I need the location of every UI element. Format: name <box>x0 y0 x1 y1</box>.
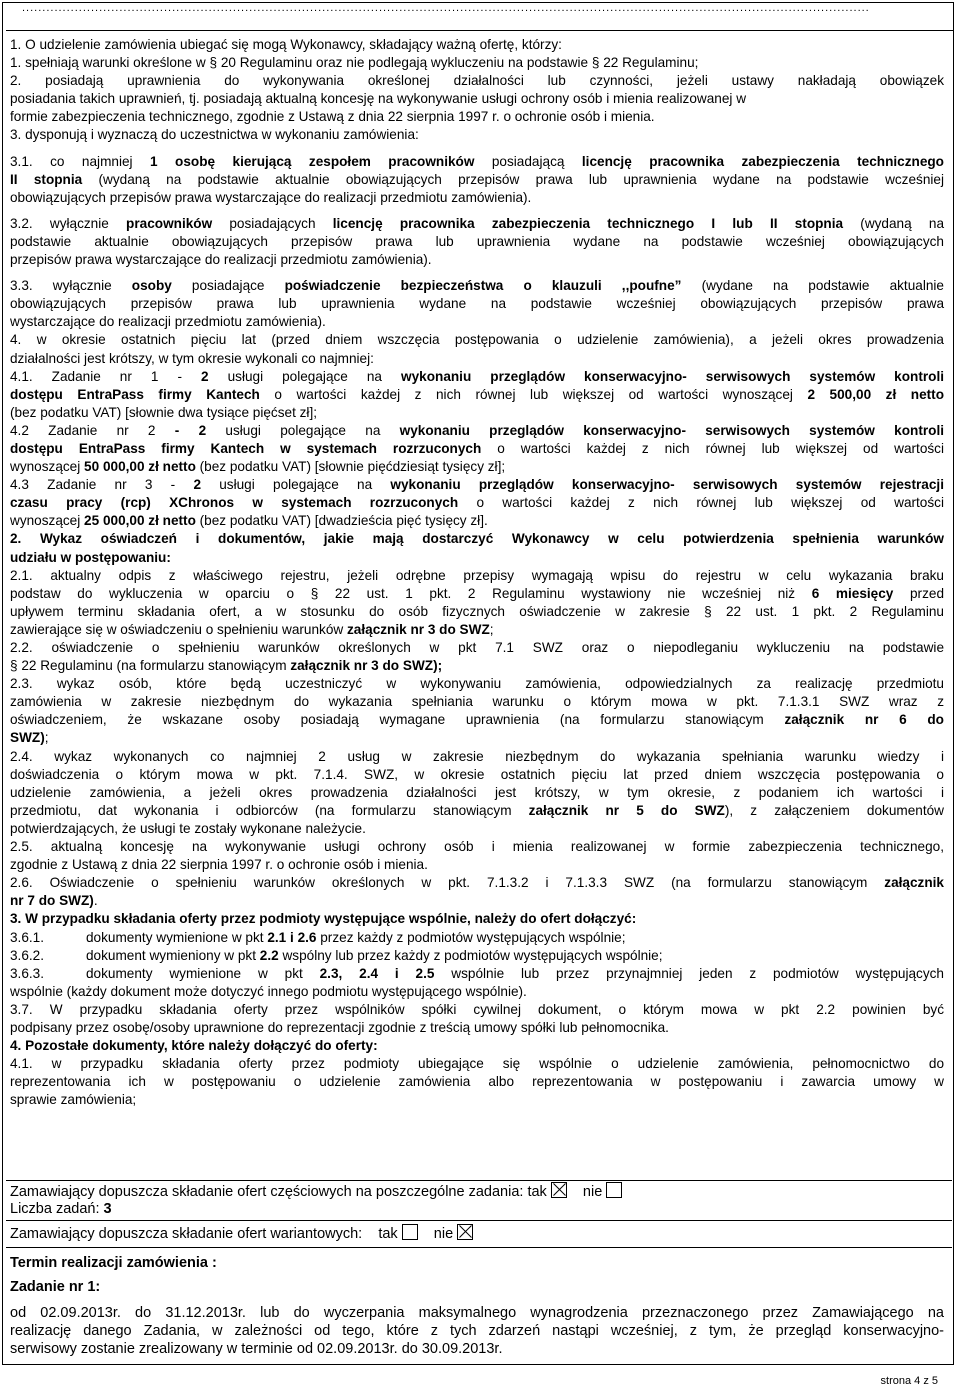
point-2-3-l3: oświadczeniem, że wskazane osoby posiadają wymagane uprawnienia (na formularzu stanowiącym załącznik nr 6 do <box>10 712 944 728</box>
point-2-3-l2: zamówienia w zakresie niezbędnym do wykazania spełniania warunku o którym mowa w pkt. 7.1.3.1 SWZ wraz z <box>10 694 944 710</box>
point-4-1: 4.1. Zadanie nr 1 - 2 usługi polegające na wykonaniu przeglądów konserwacyjno- serwisowych systemów kontroli <box>10 368 945 384</box>
variant-offers-row: Zamawiający dopuszcza składanie ofert wariantowych: tak nie <box>10 1224 473 1243</box>
point-3-3: 3.3. wyłącznie osoby posiadające poświadczenie bezpieczeństwa o klauzuli ,,poufne” (wydane na podstawie aktualnie <box>10 278 944 294</box>
term-line-2: realizację danego Zadania, w zależności od tego, które z tych zdarzeń nastąpi wcześniej, z tym, że przegląd konserwacyjno- <box>10 1323 944 1339</box>
point-3-6-3-l2: wspólnie (każdy dokument może dotyczyć innego podmiotu występującego wspólnie). <box>10 983 527 999</box>
task-count-row: Liczba zadań: 3 <box>10 1201 112 1217</box>
point-4-1-cont: dostępu EntraPass firmy Kantech o wartości każdej z nich równej lub większej od wartości wynoszącej 2 500,00 zł netto <box>10 386 945 402</box>
term-section <box>10 1254 944 1358</box>
point-3-7: 3.7. W przypadku składania oferty przez wspólników spółki cywilnej dokument, o którym mowa w pkt 2.2 powinien być <box>10 1001 944 1017</box>
partial-offers-row: Zamawiający dopuszcza składanie ofert częściowych na poszczególne zadania: tak nie <box>10 1182 622 1201</box>
condition-3: 3. dysponują i wyznaczą do uczestnictwa w wykonaniu zamówienia: <box>10 127 419 143</box>
partial-nie-checkbox[interactable] <box>606 1182 622 1198</box>
partial-tak-checkbox[interactable] <box>551 1182 567 1198</box>
top-divider <box>6 30 954 31</box>
section-2-heading-cont: udziału w postępowaniu: <box>10 549 171 565</box>
point-2-3-l4: SWZ); <box>10 730 49 746</box>
condition-2-cont: posiadania takich uprawnień, tj. posiadają aktualną koncesję na wykonywanie usługi ochrony osób i mienia realizowanej w <box>10 91 747 107</box>
point-4-3: 4.3 Zadanie nr 3 - 2 usługi polegające na wykonaniu przeglądów konserwacyjno- serwisowych systemów rejestracji <box>10 477 944 493</box>
point-4-1b-l2: reprezentowania ich w postępowaniu o udzielenie zamówienia albo reprezentowania w postępowaniu i zawarcia umowy w <box>10 1074 944 1090</box>
point-4-2: 4.2 Zadanie nr 2 - 2 usługi polegające na wykonaniu przeglądów konserwacyjno- serwisowych systemów kontroli <box>10 422 944 438</box>
variant-tak-checkbox[interactable] <box>402 1224 418 1240</box>
point-2-1-l2: podstaw do wykluczenia w oparciu o § 22 ust. 1 pkt. 2 Regulaminu wystawiony nie wcześniej niż 6 miesięcy przed <box>10 585 945 601</box>
condition-2-cont2: formie zabezpieczenia technicznego, zgodnie z Ustawą z dnia 22 sierpnia 1997 r. o ochronie osób i mienia. <box>10 109 655 125</box>
variant-nie-checkbox[interactable] <box>457 1224 473 1240</box>
point-2-2-l2: § 22 Regulaminu (na formularzu stanowiącym załącznik nr 3 do SWZ); <box>10 658 443 674</box>
term-title: Termin realizacji zamówienia : <box>10 1255 217 1271</box>
point-3-1-cont2: obowiązujących przepisów prawa wystarczające do realizacji przedmiotu zamówienia). <box>10 189 532 205</box>
point-4-1-cont2: (bez podatku VAT) [słownie dwa tysiące pięćset zł]; <box>10 404 318 420</box>
dotted-line: ................................................................................................................................................................................................................. <box>22 2 870 14</box>
point-2-6-l2: nr 7 do SWZ). <box>10 893 98 909</box>
point-2-4-l3: udzielenie zamówienia, a jeżeli okres prowadzenia działalności jest krótszy, w tym okresie, z podaniem ich wartości i <box>10 784 944 800</box>
condition-1: 1. spełniają warunki określone w § 20 Regulaminu oraz nie podlegają wykluczeniu na podstawie § 22 Regulaminu; <box>10 55 699 71</box>
page-number: strona 4 z 5 <box>880 1375 938 1387</box>
condition-2: 2. posiadają uprawnienia do wykonywania określonej działalności lub czynności, jeżeli ustawy nakładają obowiązek <box>10 73 944 89</box>
point-3-2-cont: podstawie aktualnie obowiązujących przepisów prawa lub uprawnienia wydane na podstawie wcześniej obowiązujących <box>10 233 944 249</box>
point-4-cont: działalności jest krótszy, w tym okresie wykonali co najmniej: <box>10 350 374 366</box>
point-2-1: 2.1. aktualny odpis z właściwego rejestru, jeżeli odrębne przepisy wymagają wpisu do rejestru w celu wykazania braku <box>10 567 944 583</box>
point-2-4: 2.4. wykaz wykonanych co najmniej 2 usług w zakresie niezbędnym do wykazania spełniania warunku wiedzy i <box>10 748 944 764</box>
point-4-3-cont: czasu pracy (rcp) XChronos w systemach rozrzuconych o wartości każdej z nich równej lub większej od wartości <box>10 495 944 511</box>
point-4-1b: 4.1. w przypadku składania oferty przez podmioty ubiegające się wspólnie o udzielenie zamówienia, pełnomocnictwo do <box>10 1056 944 1072</box>
section-2-heading: 2. Wykaz oświadczeń i dokumentów, jakie mają dostarczyć Wykonawcy w celu potwierdzenia spełnienia warunków <box>10 531 944 547</box>
point-4: 4. w okresie ostatnich pięciu lat (przed dniem wszczęcia postępowania o udzielenie zamówienia), a jeżeli okres prowadzenia <box>10 332 944 348</box>
point-4-3-cont2: wynoszącej 25 000,00 zł netto (bez podatku VAT) [dwadzieścia pięć tysięcy zł]. <box>10 513 488 529</box>
point-2-2: 2.2. oświadczenie o spełnieniu warunków określonych w pkt 7.1 SWZ oraz o niepodleganiu wykluczeniu na podstawie <box>10 640 944 655</box>
point-3-2-cont2: przepisów prawa wystarczające do realizacji przedmiotu zamówienia). <box>10 252 432 268</box>
point-2-5: 2.5. aktualną koncesję na wykonywanie usługi ochrony osób i mienia realizowanej w formie zabezpieczenia technicznego, <box>10 839 944 855</box>
point-2-4-l5: potwierdzających, że usługi te zostały wykonane należycie. <box>10 820 366 836</box>
point-2-4-l4: przedmiotu, dat wykonania i odbiorców (na formularzu stanowiącym załącznik nr 5 do SWZ), z załączeniem dokumentów <box>10 802 944 818</box>
point-3-7-l2: podpisany przez osobę/osoby uprawnione do reprezentacji zgodnie z treścią umowy spółki lub pełnomocnika. <box>10 1019 669 1035</box>
point-3-1: 3.1. co najmniej 1 osobę kierującą zespołem pracowników posiadającą licencję pracownika zabezpieczenia technicznego <box>10 153 944 169</box>
point-3-6-3: 3.6.3. dokumenty wymienione w pkt 2.3, 2.4 i 2.5 wspólnie lub przez przynajmniej jeden z podmiotów występujących <box>10 965 944 981</box>
point-2-4-l2: doświadczenia o którym mowa w pkt. 7.1.4. SWZ, w okresie ostatnich pięciu lat przed dniem wszczęcia postępowania o <box>10 766 944 782</box>
point-4-2-cont2: wynoszącej 50 000,00 zł netto (bez podatku VAT) [słownie pięćdziesiąt tysięcy zł]; <box>10 459 506 475</box>
point-2-1-l3: upływem terminu składania ofert, a w stosunku do osób fizycznych oświadczenie w zakresie § 22 ust. 1 pkt. 2 Regulaminu <box>10 603 944 619</box>
document-body <box>10 36 944 1109</box>
section-3-heading: 3. W przypadku składania oferty przez podmioty występujące wspólnie, należy do ofert dołączyć: <box>10 911 637 927</box>
point-3-1-cont: II stopnia (wydaną na podstawie aktualnie obowiązujących przepisów prawa lub uprawnienia wydane na podstawie wcześniej <box>10 171 944 187</box>
section-4-heading: 4. Pozostałe dokumenty, które należy dołączyć do oferty: <box>10 1038 378 1054</box>
point-2-3: 2.3. wykaz osób, które będą uczestniczyć w wykonywaniu zamówienia, odpowiedzialnych za realizację przedmiotu <box>10 676 944 692</box>
point-3-6-1: 3.6.1. dokumenty wymienione w pkt 2.1 i 2.6 przez każdy z podmiotów występujących wspólnie; <box>10 929 626 945</box>
point-3-3-cont2: wystarczające do realizacji przedmiotu zamówienia). <box>10 314 326 330</box>
point-3-3-cont: obowiązujących przepisów prawa lub uprawnienia wydane na podstawie wcześniej obowiązujących przepisów prawa <box>10 296 944 312</box>
point-4-1b-l3: sprawie zamówienia; <box>10 1092 137 1108</box>
term-line-3: serwisowy zostanie zrealizowany w terminie od 02.09.2013r. do 30.09.2013r. <box>10 1341 503 1357</box>
point-3-6-2: 3.6.2. dokument wymieniony w pkt 2.2 wspólny lub przez każdy z podmiotów występujących wspólnie; <box>10 947 663 963</box>
point-2-1-l4: zawierające się w oświadczeniu o spełnieniu warunków załącznik nr 3 do SWZ; <box>10 621 494 637</box>
point-4-2-cont: dostępu EntraPass firmy Kantech w systemach rozrzuconych o wartości każdej z nich równej lub większej od wartości <box>10 440 944 456</box>
term-task-label: Zadanie nr 1: <box>10 1279 101 1295</box>
point-3-2: 3.2. wyłącznie pracowników posiadających licencję pracownika zabezpieczenia technicznego I lub II stopnia (wydaną na <box>10 215 945 231</box>
term-line-1: od 02.09.2013r. do 31.12.2013r. lub do wyczerpania maksymalnego wynagrodzenia przeznaczonego przez Zamawiającego na <box>10 1305 944 1321</box>
point-2-5-l2: zgodnie z Ustawą z dnia 22 sierpnia 1997 r. o ochronie osób i mienia. <box>10 857 428 873</box>
point-2-6: 2.6. Oświadczenie o spełnieniu warunków określonych w pkt. 7.1.3.2 i 7.1.3.3 SWZ (na formularzu stanowiącym załącznik <box>10 875 944 891</box>
conditions-intro: 1. O udzielenie zamówienia ubiegać się mogą Wykonawcy, składający ważną ofertę, którzy: <box>10 37 562 52</box>
